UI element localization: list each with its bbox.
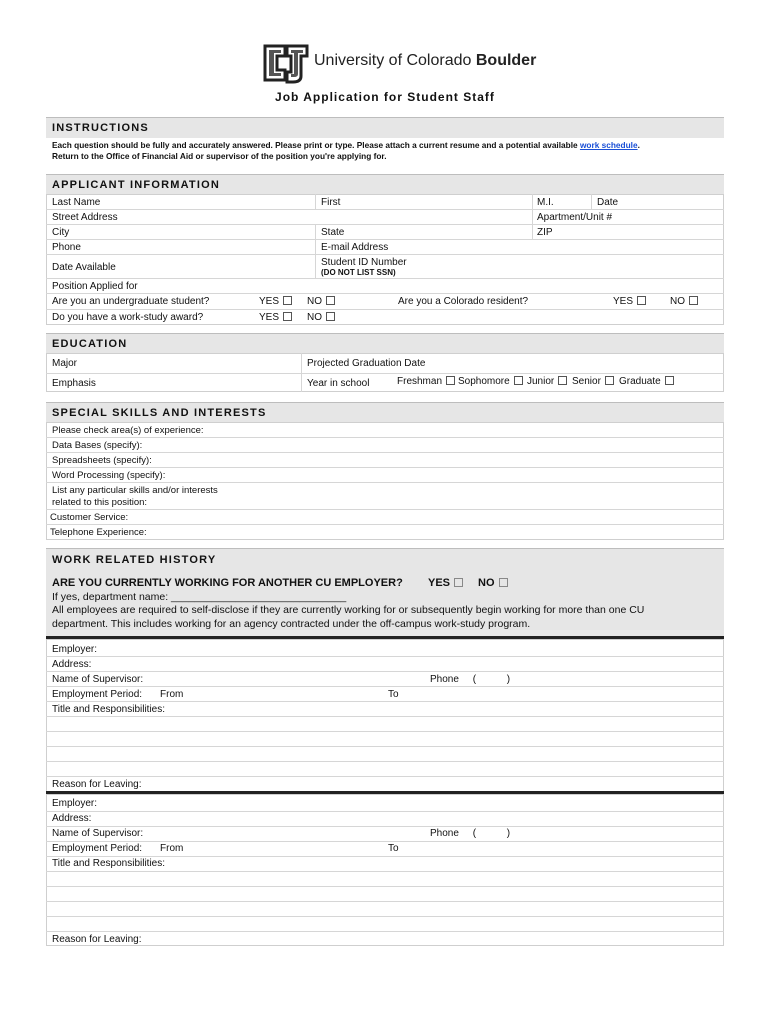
- freshman-checkbox[interactable]: [446, 376, 455, 385]
- employer-2-phone-label: Phone ( ): [430, 828, 511, 839]
- disclose-text-1: All employees are required to self-disclose if they are currently working for or subsequently begin working for more than one CU: [52, 604, 645, 616]
- date-available-label: Date Available: [52, 262, 116, 273]
- undergrad-no-checkbox[interactable]: [326, 296, 335, 305]
- spreadsheets-label: Spreadsheets (specify):: [52, 455, 152, 466]
- employer-2-period-label: Employment Period:: [52, 843, 143, 854]
- last-name-label: Last Name: [52, 197, 101, 208]
- resident-no-checkbox[interactable]: [689, 296, 698, 305]
- junior-checkbox[interactable]: [558, 376, 567, 385]
- freshman-option[interactable]: Freshman: [397, 376, 455, 387]
- skills-list-label-2: related to this position:: [52, 497, 148, 508]
- undergrad-yes[interactable]: YES: [259, 296, 292, 307]
- no-ssn-note: (DO NOT LIST SSN): [321, 268, 396, 277]
- first-name-label: First: [321, 197, 341, 208]
- position-label: Position Applied for: [52, 281, 138, 292]
- customer-service-label: Customer Service:: [50, 512, 129, 523]
- cu-logo: [263, 42, 309, 84]
- employer-2-box: [46, 794, 724, 946]
- sophomore-option[interactable]: Sophomore: [458, 376, 523, 387]
- major-label: Major: [52, 358, 78, 369]
- employer-1-phone-label: Phone ( ): [430, 674, 511, 685]
- work-heading: WORK RELATED HISTORY: [52, 554, 217, 566]
- instructions-line-1: Each question should be fully and accurately answered. Please print or type. Please attach a current resume and a potential available work schedule.: [52, 140, 640, 150]
- employer-2-supervisor-label: Name of Supervisor:: [52, 828, 144, 839]
- cu-employer-yes[interactable]: YES: [428, 577, 463, 589]
- word-processing-label: Word Processing (specify):: [52, 470, 166, 481]
- employer-1-period-label: Employment Period:: [52, 689, 143, 700]
- employer-1-from-label: From: [160, 689, 184, 700]
- undergrad-question: Are you an undergraduate student?: [52, 296, 210, 307]
- employer-1-to-label: To: [388, 689, 399, 700]
- workstudy-no[interactable]: NO: [307, 312, 335, 323]
- student-id-label: Student ID Number: [321, 257, 407, 268]
- workstudy-yes-checkbox[interactable]: [283, 312, 292, 321]
- applicant-heading: APPLICANT INFORMATION: [52, 179, 220, 191]
- city-label: City: [52, 227, 70, 238]
- sophomore-checkbox[interactable]: [514, 376, 523, 385]
- education-header: [46, 333, 724, 354]
- education-heading: EDUCATION: [52, 338, 128, 350]
- employer-2-title-label: Title and Responsibilities:: [52, 858, 166, 869]
- zip-label: ZIP: [537, 227, 553, 238]
- skills-list-label-1: List any particular skills and/or interests: [52, 485, 218, 496]
- graduate-option[interactable]: Graduate: [619, 376, 674, 387]
- emphasis-label: Emphasis: [52, 378, 96, 389]
- resident-no[interactable]: NO: [670, 296, 698, 307]
- resident-question: Are you a Colorado resident?: [398, 296, 529, 307]
- employer-2-to-label: To: [388, 843, 399, 854]
- junior-option[interactable]: Junior: [527, 376, 567, 387]
- department-name-label: If yes, department name: ______________________________: [52, 591, 347, 603]
- workstudy-question: Do you have a work-study award?: [52, 312, 204, 323]
- employer-1-reason-label: Reason for Leaving:: [52, 779, 142, 790]
- cu-employer-no-checkbox[interactable]: [499, 578, 508, 587]
- check-areas-label: Please check area(s) of experience:: [52, 425, 204, 436]
- employer-2-address-label: Address:: [52, 813, 92, 824]
- street-label: Street Address: [52, 212, 118, 223]
- employer-1-supervisor-label: Name of Supervisor:: [52, 674, 144, 685]
- resident-yes-checkbox[interactable]: [637, 296, 646, 305]
- databases-label: Data Bases (specify):: [52, 440, 143, 451]
- cu-employer-no[interactable]: NO: [478, 577, 508, 589]
- state-label: State: [321, 227, 345, 238]
- university-name: University of Colorado Boulder: [314, 52, 537, 69]
- employer-1-title-label: Title and Responsibilities:: [52, 704, 166, 715]
- skills-heading: SPECIAL SKILLS AND INTERESTS: [52, 407, 267, 419]
- employer-2-reason-label: Reason for Leaving:: [52, 934, 142, 945]
- workstudy-no-checkbox[interactable]: [326, 312, 335, 321]
- senior-option[interactable]: Senior: [572, 376, 614, 387]
- undergrad-yes-checkbox[interactable]: [283, 296, 292, 305]
- mi-label: M.I.: [537, 197, 554, 208]
- cu-employer-yes-checkbox[interactable]: [454, 578, 463, 587]
- workstudy-yes[interactable]: YES: [259, 312, 292, 323]
- apartment-label: Apartment/Unit #: [537, 212, 613, 223]
- email-label: E-mail Address: [321, 242, 389, 253]
- disclose-text-2: department. This includes working for an agency contracted under the off-campus work-study program.: [52, 618, 531, 630]
- resident-yes[interactable]: YES: [613, 296, 646, 307]
- undergrad-no[interactable]: NO: [307, 296, 335, 307]
- employer-1-label: Employer:: [52, 644, 98, 655]
- employer-1-address-label: Address:: [52, 659, 92, 670]
- skills-box: [46, 422, 724, 540]
- employer-2-from-label: From: [160, 843, 184, 854]
- telephone-experience-label: Telephone Experience:: [50, 527, 147, 538]
- page-title: Job Application for Student Staff: [275, 90, 495, 104]
- cu-employer-question: ARE YOU CURRENTLY WORKING FOR ANOTHER CU EMPLOYER?: [52, 577, 403, 589]
- employer-2-label: Employer:: [52, 798, 98, 809]
- projected-graduation-label: Projected Graduation Date: [307, 358, 426, 369]
- senior-checkbox[interactable]: [605, 376, 614, 385]
- date-label: Date: [597, 197, 619, 208]
- instructions-heading: INSTRUCTIONS: [52, 122, 149, 134]
- graduate-checkbox[interactable]: [665, 376, 674, 385]
- instructions-line-2: Return to the Office of Financial Aid or supervisor of the position you're applying for.: [52, 151, 387, 161]
- year-in-school-label: Year in school: [307, 378, 370, 389]
- work-schedule-link[interactable]: work schedule: [579, 140, 638, 150]
- phone-label: Phone: [52, 242, 81, 253]
